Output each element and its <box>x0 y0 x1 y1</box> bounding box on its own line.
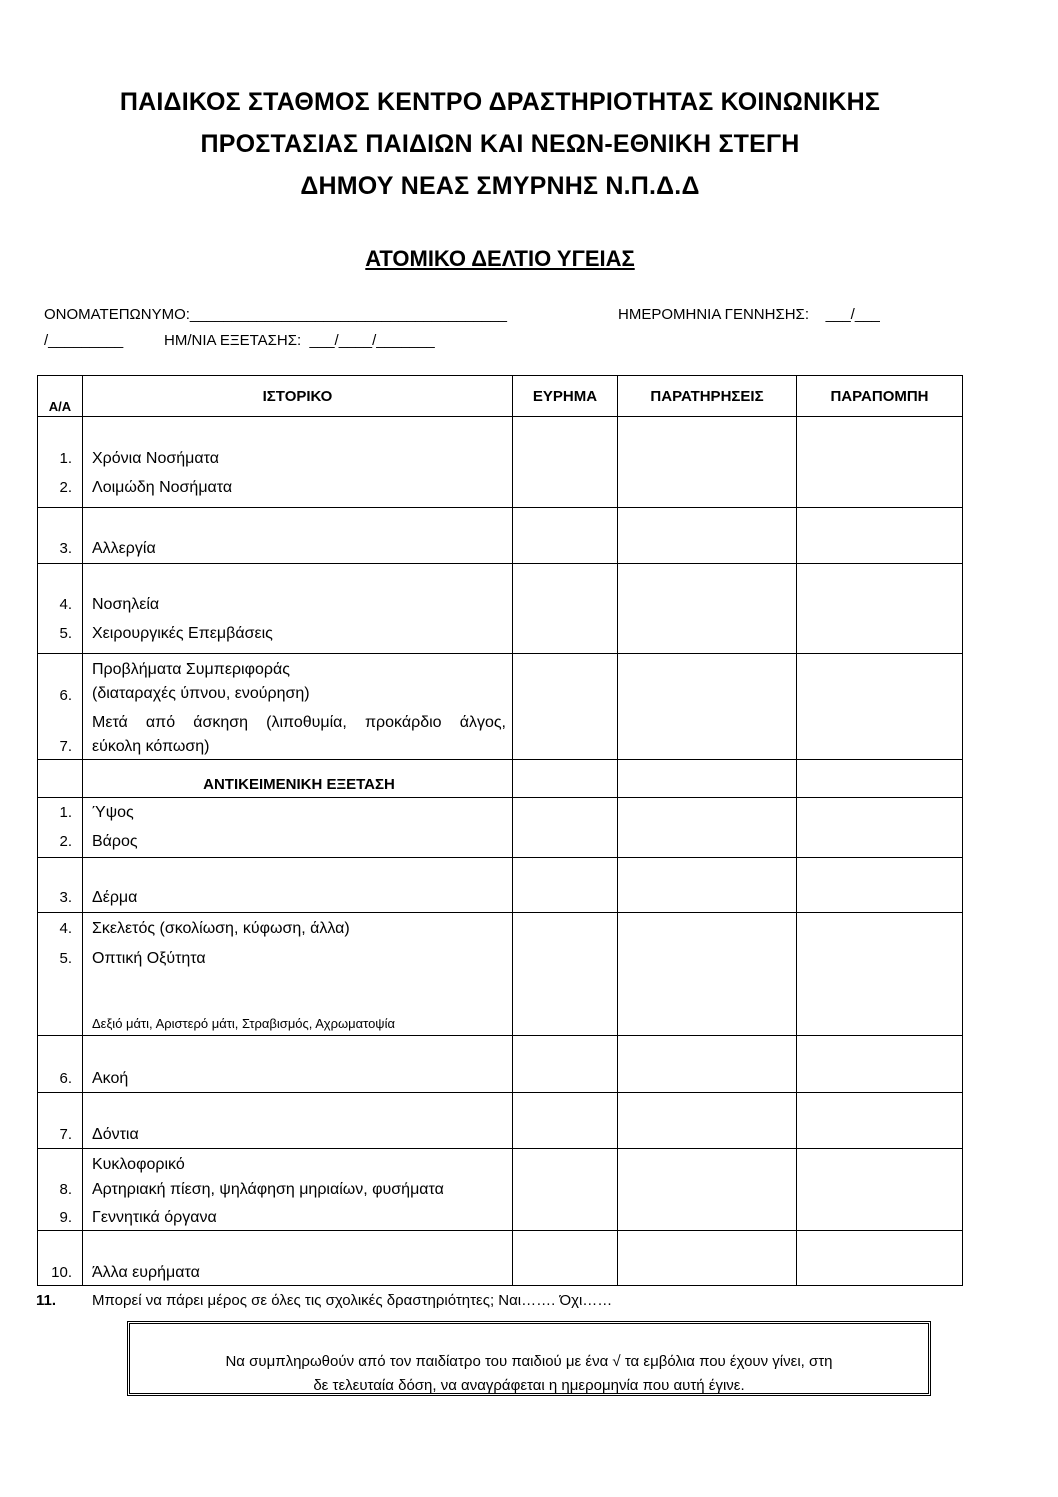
finding-cell[interactable] <box>513 1093 618 1149</box>
item-label: εύκολη κόπωση) <box>92 738 210 755</box>
remarks-cell[interactable] <box>618 798 797 858</box>
header-history: ΙΣΤΟΡΙΚΟ <box>83 376 513 417</box>
header-referral: ΠΑΡΑΠΟΜΠΗ <box>797 376 963 417</box>
row-number: 3. <box>59 889 72 906</box>
item-label: Λοιμώδη Νοσήματα <box>92 479 233 496</box>
referral-cell[interactable] <box>797 1149 963 1231</box>
item-label: Μετά από άσκηση (λιποθυμία, προκάρδιο άλγος, <box>92 714 506 731</box>
row-number: 6. <box>59 687 72 704</box>
finding-cell[interactable] <box>513 913 618 1036</box>
section-heading: ΑΝΤΙΚΕΙΜΕΝΙΚΗ ΕΞΕΤΑΣΗ <box>203 776 395 793</box>
health-record-table <box>37 375 963 1286</box>
remarks-cell[interactable] <box>618 417 797 508</box>
item-label: Άλλα ευρήματα <box>92 1264 200 1281</box>
finding-cell[interactable] <box>513 1149 618 1231</box>
row-number: 7. <box>59 738 72 755</box>
item-label: Νοσηλεία <box>92 596 160 613</box>
item-label: Ύψος <box>92 804 134 821</box>
finding-cell[interactable] <box>513 564 618 654</box>
remarks-cell[interactable] <box>618 1093 797 1149</box>
row-number: 9. <box>59 1209 72 1226</box>
finding-cell[interactable] <box>513 417 618 508</box>
referral-cell[interactable] <box>797 654 963 760</box>
referral-cell[interactable] <box>797 913 963 1036</box>
row-number: 7. <box>59 1126 72 1143</box>
item-label: Χειρουργικές Επεμβάσεις <box>92 625 273 642</box>
item-label: Ακοή <box>92 1070 129 1087</box>
table-row <box>38 858 963 913</box>
item-label: Οπτική Οξύτητα <box>92 950 206 967</box>
row-number: 4. <box>59 920 72 937</box>
vaccination-note-line-1: Να συμπληρωθούν από τον παιδίατρο του παιδιού με ένα √ τα εμβόλια που έχουν γίνει, στη <box>225 1353 833 1370</box>
table-row <box>38 654 963 760</box>
item-label: Αλλεργία <box>92 540 156 557</box>
org-title-line-1: ΠΑΙΔΙΚΟΣ ΣΤΑΘΜΟΣ ΚΕΝΤΡΟ ΔΡΑΣΤΗΡΙΟΤΗΤΑΣ ΚΟΙΝΩΝΙΚΗΣ <box>119 88 881 116</box>
row-number: 8. <box>59 1181 72 1198</box>
name-field[interactable]: ΟΝΟΜΑΤΕΠΩΝΥΜΟ:______________________________________ <box>44 306 507 323</box>
table-row <box>38 508 963 564</box>
remarks-cell[interactable] <box>618 508 797 564</box>
remarks-cell[interactable] <box>618 654 797 760</box>
remarks-cell[interactable] <box>618 1149 797 1231</box>
row-number: 5. <box>59 950 72 967</box>
table-row <box>38 913 963 1036</box>
referral-cell[interactable] <box>797 1231 963 1286</box>
remarks-cell[interactable] <box>618 913 797 1036</box>
row-number: 3. <box>59 540 72 557</box>
item-label: Χρόνια Νοσήματα <box>92 450 219 467</box>
item-label: Αρτηριακή πίεση, ψηλάφηση μηριαίων, φυσήματα <box>92 1181 444 1198</box>
referral-cell[interactable] <box>797 508 963 564</box>
referral-cell[interactable] <box>797 858 963 913</box>
section-row <box>38 760 963 798</box>
header-aa: Α/Α <box>38 376 83 417</box>
activities-question: Μπορεί να πάρει μέρος σε όλες τις σχολικές δραστηριότητες; Ναι……. Όχι…… <box>92 1292 613 1309</box>
item-label: Βάρος <box>92 833 138 850</box>
row-number: 1. <box>59 450 72 467</box>
row-number: 4. <box>59 596 72 613</box>
referral-cell[interactable] <box>797 564 963 654</box>
item-label: Δέρμα <box>92 889 138 906</box>
item-sublabel: Δεξιό μάτι, Αριστερό μάτι, Στραβισμός, Αχρωματοψία <box>92 1016 395 1031</box>
row-number: 5. <box>59 625 72 642</box>
header-remarks: ΠΑΡΑΤΗΡΗΣΕΙΣ <box>618 376 797 417</box>
referral-cell[interactable] <box>797 1036 963 1093</box>
item-label: (διαταραχές ύπνου, ενούρηση) <box>92 685 310 702</box>
row-number: 2. <box>59 833 72 850</box>
referral-cell[interactable] <box>797 417 963 508</box>
table-row <box>38 564 963 654</box>
finding-cell[interactable] <box>513 654 618 760</box>
remarks-cell[interactable] <box>618 1036 797 1093</box>
form-title: ΑΤΟΜΙΚΟ ΔΕΛΤΙΟ ΥΓΕΙΑΣ <box>365 246 635 271</box>
org-title-line-3: ΔΗΜΟΥ ΝΕΑΣ ΣΜΥΡΝΗΣ Ν.Π.Δ.Δ <box>300 172 700 200</box>
table-header-row <box>38 376 963 417</box>
table-row <box>38 1149 963 1231</box>
item-label: Κυκλοφορικό <box>92 1156 185 1173</box>
item-label: Σκελετός (σκολίωση, κύφωση, άλλα) <box>92 920 350 937</box>
remarks-cell[interactable] <box>618 858 797 913</box>
item-label: Προβλήματα Συμπεριφοράς <box>92 661 290 678</box>
birth-date-field[interactable]: ΗΜΕΡΟΜΗΝΙΑ ΓΕΝΝΗΣΗΣ: ___/___ <box>618 306 880 323</box>
table-row <box>38 1231 963 1286</box>
header-finding: ΕΥΡΗΜΑ <box>513 376 618 417</box>
birth-date-field-continued[interactable]: /_________ <box>44 332 124 349</box>
remarks-cell[interactable] <box>618 564 797 654</box>
vaccination-note-box <box>127 1321 931 1396</box>
remarks-cell[interactable] <box>618 1231 797 1286</box>
org-title-line-2: ΠΡΟΣΤΑΣΙΑΣ ΠΑΙΔΙΩΝ ΚΑΙ ΝΕΩΝ-ΕΘΝΙΚΗ ΣΤΕΓΗ <box>200 130 800 158</box>
vaccination-note-line-2: δε τελευταία δόση, να αναγράφεται η ημερομηνία που αυτή έγινε. <box>313 1377 745 1394</box>
table-row <box>38 417 963 508</box>
finding-cell[interactable] <box>513 858 618 913</box>
row-number: 1. <box>59 804 72 821</box>
finding-cell[interactable] <box>513 1036 618 1093</box>
finding-cell[interactable] <box>513 508 618 564</box>
row-number: 6. <box>59 1070 72 1087</box>
table-row <box>38 1036 963 1093</box>
item-label: Δόντια <box>92 1126 139 1143</box>
item-label: Γεννητικά όργανα <box>92 1209 217 1226</box>
exam-date-field[interactable]: ΗΜ/ΝΙΑ ΕΞΕΤΑΣΗΣ: ___/____/_______ <box>164 332 435 349</box>
referral-cell[interactable] <box>797 1093 963 1149</box>
table-row <box>38 798 963 858</box>
referral-cell[interactable] <box>797 798 963 858</box>
finding-cell[interactable] <box>513 798 618 858</box>
row-number: 10. <box>51 1264 72 1281</box>
finding-cell[interactable] <box>513 1231 618 1286</box>
question-number: 11. <box>36 1292 57 1309</box>
row-number: 2. <box>59 479 72 496</box>
table-row <box>38 1093 963 1149</box>
